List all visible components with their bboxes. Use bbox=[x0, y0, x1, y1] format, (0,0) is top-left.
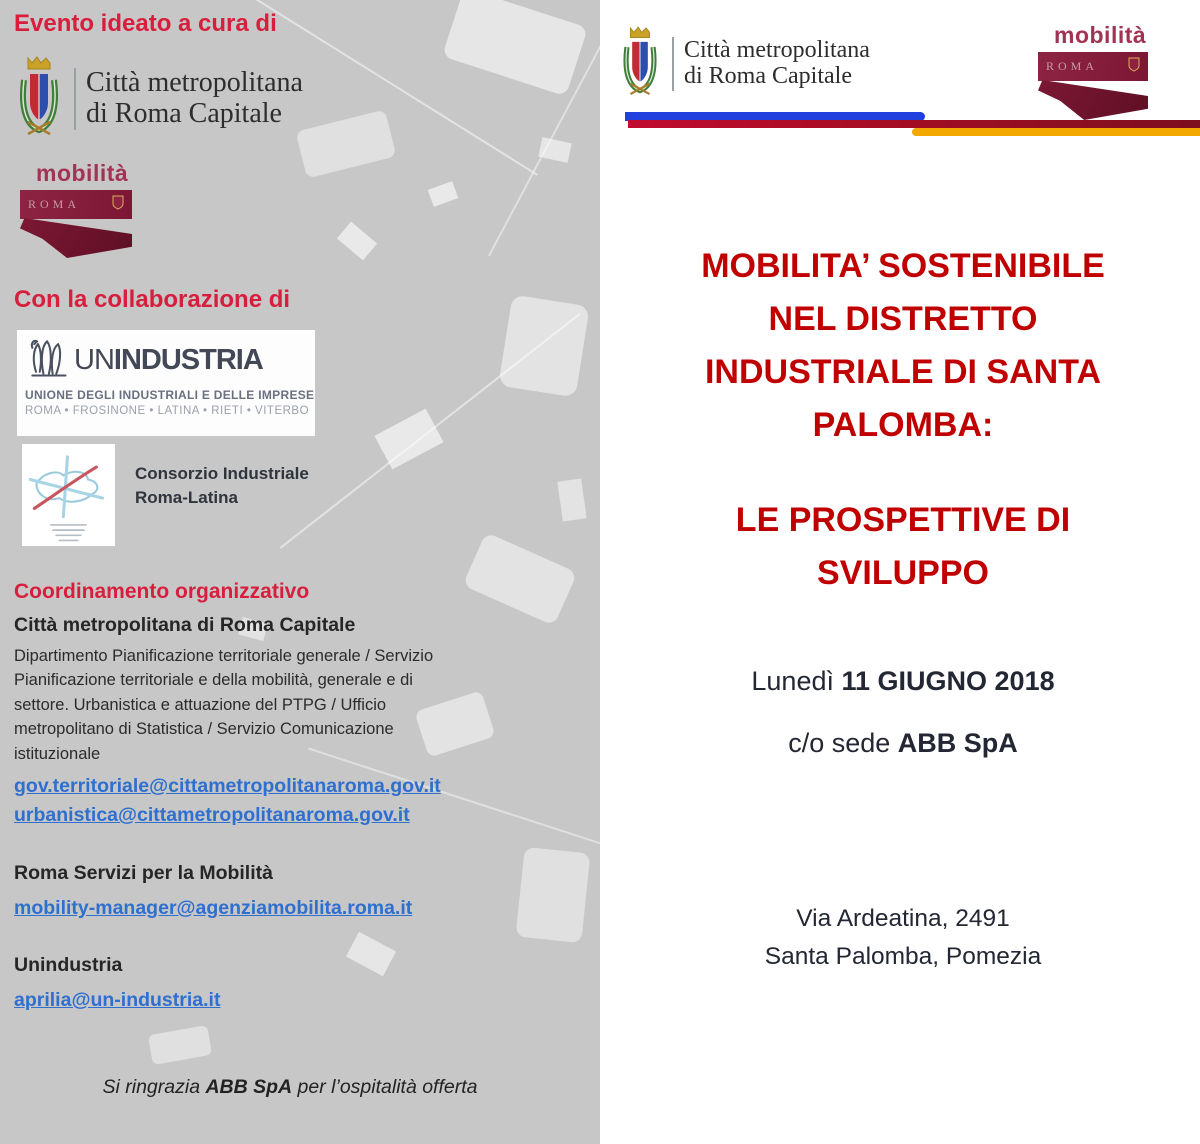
cmrc-logo-text: Città metropolitana di Roma Capitale bbox=[86, 67, 303, 129]
event-address: Via Ardeatina, 2491 Santa Palomba, Pomezia bbox=[764, 905, 1042, 970]
mobilita-ribbon-tail bbox=[20, 218, 132, 258]
cmrc-logo-text: Città metropolitana di Roma Capitale bbox=[684, 36, 870, 89]
org1-emails bbox=[14, 772, 441, 830]
map-shape bbox=[296, 110, 397, 179]
heading-evento: Evento ideato a cura di bbox=[14, 10, 277, 37]
org1-name: Città metropolitana di Roma Capitale bbox=[14, 614, 356, 636]
thanks-note: Si ringrazia ABB SpA per l’ospitalità offerta bbox=[102, 1076, 478, 1098]
map-shape bbox=[337, 222, 377, 261]
org1-description: Dipartimento Pianificazione territoriale generale / Servizio Pianificazione territoriale e della mobilità, generale e di settore. Urbanistica e attuazione del PTPG / Ufficio metropolitano di Statistica / Servizio Comunicazione istituzionale bbox=[14, 647, 434, 763]
email-link-mobility-manager[interactable]: mobility-manager@agenziamobilita.roma.it bbox=[14, 897, 413, 919]
event-venue: c/o sede ABB SpA bbox=[788, 728, 1018, 758]
map-shape bbox=[428, 181, 459, 207]
map-shape bbox=[463, 532, 578, 626]
unindustria-eagle-icon bbox=[25, 335, 71, 386]
logo-divider bbox=[74, 68, 76, 130]
event-date: Lunedì 11 GIUGNO 2018 bbox=[751, 666, 1055, 696]
unindustria-provinces: ROMA • FROSINONE • LATINA • RIETI • VITERBO bbox=[25, 405, 310, 417]
logo-divider bbox=[672, 37, 674, 91]
heading-collaborazione: Con la collaborazione di bbox=[14, 286, 291, 313]
unindustria-subtitle: UNIONE DEGLI INDUSTRIALI E DELLE IMPRESE bbox=[25, 388, 315, 402]
cmrc-coat-of-arms-icon bbox=[620, 24, 660, 103]
mobilita-ribbon-tail bbox=[1038, 80, 1148, 120]
mobilita-shield-icon bbox=[1128, 57, 1140, 77]
map-shape bbox=[498, 294, 589, 397]
map-shape bbox=[515, 847, 590, 943]
map-shape bbox=[148, 1025, 212, 1065]
map-shape bbox=[374, 409, 443, 470]
cmrc-logo-left bbox=[16, 54, 303, 143]
mobilita-roma-logo-right bbox=[1038, 22, 1148, 120]
right-panel bbox=[600, 0, 1200, 1144]
mobilita-banner bbox=[1038, 52, 1148, 81]
email-link-gov-territoriale[interactable]: gov.territoriale@cittametropolitanaroma.gov.it bbox=[14, 775, 441, 797]
unindustria-logo bbox=[17, 330, 315, 436]
mobilita-banner-roma: ROMA bbox=[1046, 59, 1099, 73]
consorzio-logo bbox=[22, 444, 115, 546]
cmrc-coat-of-arms-icon bbox=[16, 54, 62, 143]
consorzio-label: Consorzio Industriale Roma-Latina bbox=[135, 464, 309, 507]
mobilita-shield-icon bbox=[112, 195, 124, 215]
mobilita-banner bbox=[20, 190, 132, 219]
event-subtitle: LE PROSPETTIVE DI SVILUPPO bbox=[735, 501, 1071, 592]
email-link-urbanistica[interactable]: urbanistica@cittametropolitanaroma.gov.it bbox=[14, 804, 410, 826]
mobilita-wordmark: mobilità bbox=[36, 160, 129, 186]
mobilita-banner-roma: ROMA bbox=[28, 197, 81, 211]
map-road bbox=[280, 313, 581, 549]
org2-emails bbox=[14, 894, 412, 923]
map-shape bbox=[442, 0, 588, 96]
header-line-gold bbox=[912, 128, 1200, 136]
cmrc-logo-right bbox=[620, 24, 870, 103]
mobilita-roma-logo-left bbox=[20, 160, 132, 258]
mobilita-wordmark: mobilità bbox=[1054, 22, 1147, 48]
heading-coordinamento: Coordinamento organizzativo bbox=[14, 580, 310, 603]
email-link-aprilia[interactable]: aprilia@un-industria.it bbox=[14, 989, 221, 1011]
event-title: MOBILITA’ SOSTENIBILE NEL DISTRETTO INDUSTRIALE DI SANTA PALOMBA: bbox=[701, 247, 1105, 444]
header-line-red bbox=[628, 120, 1200, 128]
org3-emails bbox=[14, 986, 220, 1015]
org2-name: Roma Servizi per la Mobilità bbox=[14, 862, 273, 884]
map-shape bbox=[346, 932, 396, 976]
org3-name: Unindustria bbox=[14, 954, 123, 976]
map-shape bbox=[557, 479, 586, 522]
unindustria-wordmark: UNINDUSTRIA bbox=[74, 344, 263, 376]
